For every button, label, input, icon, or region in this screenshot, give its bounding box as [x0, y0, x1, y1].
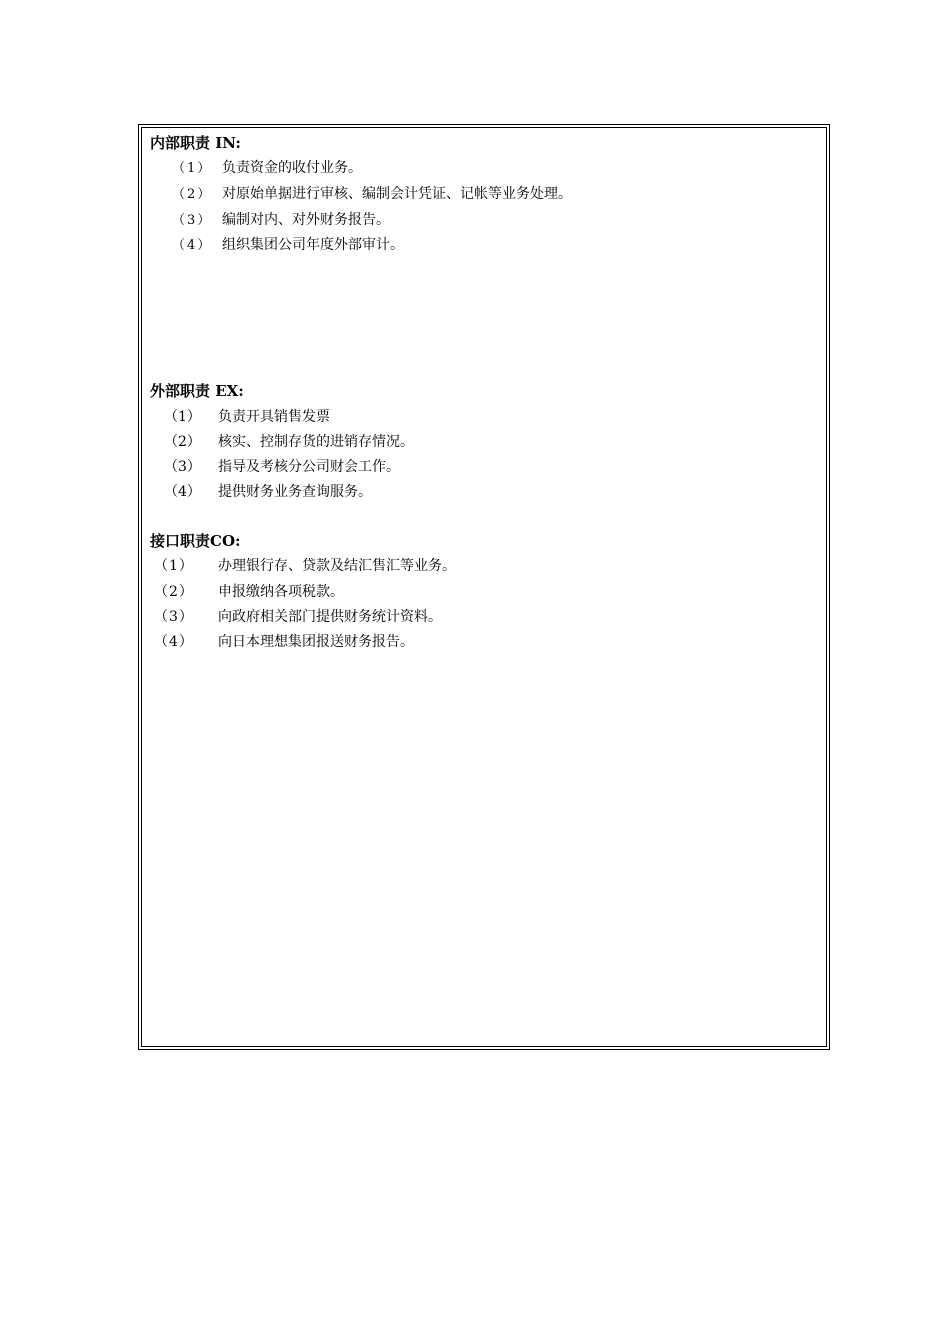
list-item [154, 556, 456, 576]
list-item [164, 482, 372, 502]
list-item [164, 457, 400, 477]
list-item [172, 235, 404, 256]
item-number: （4） [164, 484, 201, 500]
item-text: 向日本理想集团报送财务报告。 [218, 634, 414, 650]
item-text: 申报缴纳各项税款。 [218, 584, 344, 600]
item-text: 负责资金的收付业务。 [222, 160, 362, 176]
list-item [172, 184, 572, 205]
item-number: （4） [172, 238, 213, 253]
interface-duties-heading: 接口职责CO: [150, 532, 241, 550]
item-number: （3） [154, 609, 194, 625]
item-number: （3） [172, 213, 213, 228]
item-number: （2） [164, 434, 201, 450]
item-number: （1） [164, 409, 201, 425]
item-text: 组织集团公司年度外部审计。 [222, 237, 404, 253]
list-item [172, 158, 362, 179]
item-number: （2） [172, 187, 213, 202]
external-duties-heading: 外部职责 EX: [150, 382, 244, 400]
item-text: 向政府相关部门提供财务统计资料。 [218, 609, 442, 625]
list-item [154, 632, 414, 652]
item-text: 负责开具销售发票 [218, 409, 330, 425]
item-text: 编制对内、对外财务报告。 [222, 212, 390, 228]
item-text: 指导及考核分公司财会工作。 [218, 459, 400, 475]
item-text: 办理银行存、贷款及结汇售汇等业务。 [218, 558, 456, 574]
item-number: （2） [154, 584, 194, 600]
item-number: （1） [172, 161, 213, 176]
item-text: 核实、控制存货的进销存情况。 [218, 434, 414, 450]
item-number: （1） [154, 558, 194, 574]
list-item [164, 407, 330, 427]
item-text: 提供财务业务查询服务。 [218, 484, 372, 500]
responsibility-table-cell [141, 127, 827, 1047]
item-number: （4） [154, 634, 194, 650]
item-text: 对原始单据进行审核、编制会计凭证、记帐等业务处理。 [222, 186, 572, 202]
internal-duties-heading: 内部职责 IN: [150, 134, 241, 152]
list-item [154, 582, 344, 602]
list-item [164, 432, 414, 452]
list-item [154, 607, 442, 627]
responsibility-table-frame [138, 124, 830, 1050]
item-number: （3） [164, 459, 201, 475]
list-item [172, 210, 390, 231]
